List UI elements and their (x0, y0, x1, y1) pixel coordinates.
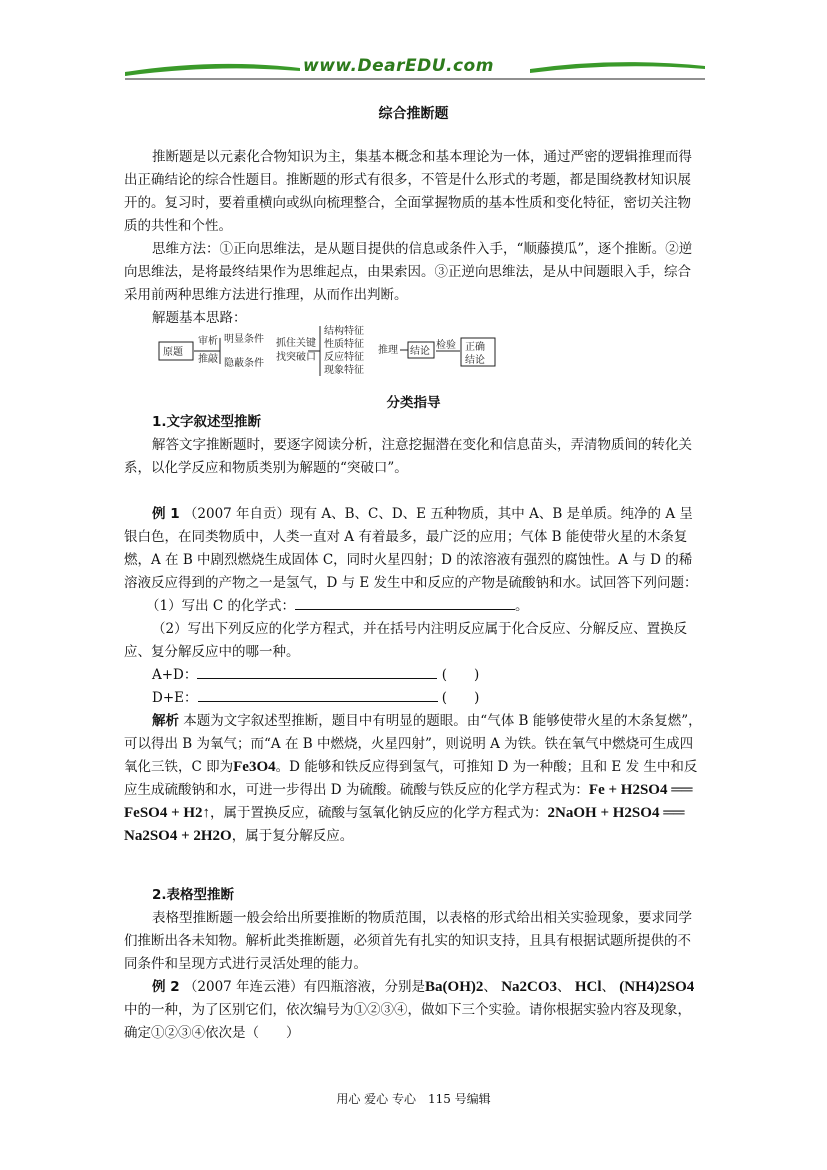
flow-analysis-1: 审析 (198, 336, 218, 347)
section-2-text: 表格型推断题一般会给出所要推断的物质范围，以表格的形式给出相关实验现象，要求同学们推断出各未知物。解析此类推断题，必须首先有扎实的知识支持，且具有根据试题所提供的不同条件和呈现方式进行灵活处理的能力。 (124, 910, 692, 972)
answer-blank-c[interactable] (295, 595, 515, 610)
example-2-text-b: 中的一种，为了区别它们，依次编号为①②③④，做如下三个实验。请你根据实验内容及现象，确定①②③④依次是（ ） (124, 1002, 691, 1041)
section-1-text: 解答文字推断题时，要逐字阅读分析，注意挖掘潜在变化和信息苗头，弄清物质间的转化关系，以化学反应和物质类别为解题的“突破口”。 (124, 437, 692, 476)
example-2-text-a: （2007 年连云港）有四瓶溶液，分别是 (183, 979, 426, 995)
intro-paragraph-2: 思维方法：①正向思维法，是从题目提供的信息或条件入手，“顺藤摸瓜”，逐个推断。②逆向思维法，是将最终结果作为思维起点，由果索因。③正逆向思维法，是从中间题眼入手，综合采用前两种思维方法进行推理，从而作出判断。 (124, 241, 693, 303)
question-2: （2）写出下列反应的化学方程式，并在括号内注明反应属于化合反应、分解反应、置换反应、复分解反应中的哪一种。 (124, 621, 688, 660)
paren-ad: ( ) (441, 667, 480, 683)
formula-fe3o4: Fe3O4 (233, 759, 276, 775)
flow-cond-2: 隐蔽条件 (224, 358, 264, 369)
compound-1: Ba(OH)2 (425, 979, 484, 995)
analysis-label: 解析 (152, 713, 179, 729)
compound-2: Na2CO3 (501, 979, 558, 995)
example-1-label: 例 1 (152, 506, 180, 522)
flow-correct-2: 结论 (465, 355, 485, 366)
eq-label-ad: A+D： (152, 667, 198, 683)
flow-reason: 推理 (378, 345, 398, 356)
page-footer: 用心 爱心 专心 115 号编辑 (336, 1092, 491, 1106)
intro-paragraph-3: 解题基本思路： (152, 310, 247, 326)
section-1 (124, 411, 704, 848)
flow-feature-3: 反应特征 (324, 352, 364, 363)
flow-conclusion: 结论 (410, 346, 430, 357)
flow-feature-4: 现象特征 (324, 365, 364, 376)
eq-label-de: D+E： (152, 690, 198, 706)
flow-analysis-2: 推敲 (198, 354, 218, 365)
equation-2: 2NaOH + H2SO4 ══ Na2SO4 + 2H2O (124, 805, 685, 844)
flow-grab-2: 找突破口 (276, 352, 316, 363)
flow-feature-1: 结构特征 (324, 326, 364, 337)
flow-grab-1: 抓住关键 (276, 338, 316, 349)
example-1-text: （2007 年自贡）现有 A、B、C、D、E 五种物质，其中 A、B 是单质。纯净的 A 呈银白色，在同类物质中，人类一直对 A 有着最多，最广泛的应用；气体 B 能使带火星的木条复燃，A 在 B 中剧烈燃烧生成固体 C，同时火星四射；D 的浓溶液有强烈的腐蚀性。A 与 D 的稀溶液反应得到的产物之一是氢气，D 与 E 发生中和反应的产物是硫酸钠和水。试回答下列问题： (124, 506, 698, 591)
compound-4: (NH4)2SO4 (619, 979, 695, 995)
section-2: 2.表格型推断 表格型推断题一般会给出所要推断的物质范围，以表格的形式给出相关实验现象，要求同学们推断出各未知物。解析此类推断题，必须首先有扎实的知识支持，且具有根据试题所提供的不同条件和呈现方式进行灵活处理的能力。 例 2 （2007 年连云港）有四瓶溶液，分别是Ba(OH)2、 Na2CO3、 HCl、 (NH4)2SO4中的一种，为了区别它们，依次编号为①②③④，做如下三个实验。请你根据实验内容及现象，确定①②③④依次是（ ） (124, 884, 704, 1045)
equation-1: Fe + H2SO4 ══ FeSO4 + H2↑ (124, 782, 693, 821)
compound-3: HCl (574, 979, 602, 995)
section-title: 分类指导 (386, 395, 441, 411)
site-url[interactable]: www.DearEDU.com (303, 56, 494, 76)
flow-check: 检验 (436, 340, 456, 351)
section-2-heading: 2.表格型推断 (152, 887, 235, 903)
analysis-4: ，属于复分解反应。 (231, 828, 354, 844)
header-banner (125, 52, 705, 86)
flow-start: 原题 (163, 347, 183, 358)
example-2-label: 例 2 (152, 979, 180, 995)
analysis-3: ，属于置换反应，硫酸与氢氧化钠反应的化学方程式为： (210, 805, 548, 821)
section-1-heading: 1.文字叙述型推断 (152, 414, 262, 430)
flow-correct-1: 正确 (465, 342, 485, 353)
analysis-1: 本题为文字叙述型推断，题目中有明显的题眼。由“气体 B 能够使带火星的木条复燃”，可以得出 B 为氧气；而“A 在 B 中燃烧，火星四射”，则说明 A 为铁。铁在氧气中燃烧可生成四氧化三铁，C 即为 (124, 713, 702, 775)
question-1: （1）写出 C 的化学式： (146, 598, 296, 614)
question-1-end: 。 (515, 598, 529, 614)
answer-blank-ad[interactable] (197, 664, 437, 679)
intro-paragraph-1: 推断题是以元素化合物知识为主，集基本概念和基本理论为一体，通过严密的逻辑推理而得出正确结论的综合性题目。推断题的形式有很多，不管是什么形式的考题，都是围绕教材知识展开的。复习时，要着重横向或纵向梳理整合，全面掌握物质的基本性质和变化特征，密切关注物质的共性和个性。 (124, 149, 692, 234)
intro (124, 146, 704, 330)
solving-flow-diagram (158, 322, 498, 380)
page-title: 综合推断题 (378, 106, 449, 122)
paren-de: ( ) (441, 690, 480, 706)
answer-blank-de[interactable] (198, 687, 438, 702)
flow-feature-2: 性质特征 (324, 339, 364, 350)
flow-cond-1: 明显条件 (224, 334, 264, 345)
analysis-2: 。D 能够和铁反应得到氢气，可推知 D 为一种酸；且和 E 发 生中和反应生成硫酸钠和水，可进一步得出 D 为硫酸。硫酸与铁反应的化学方程式为： (124, 759, 698, 798)
